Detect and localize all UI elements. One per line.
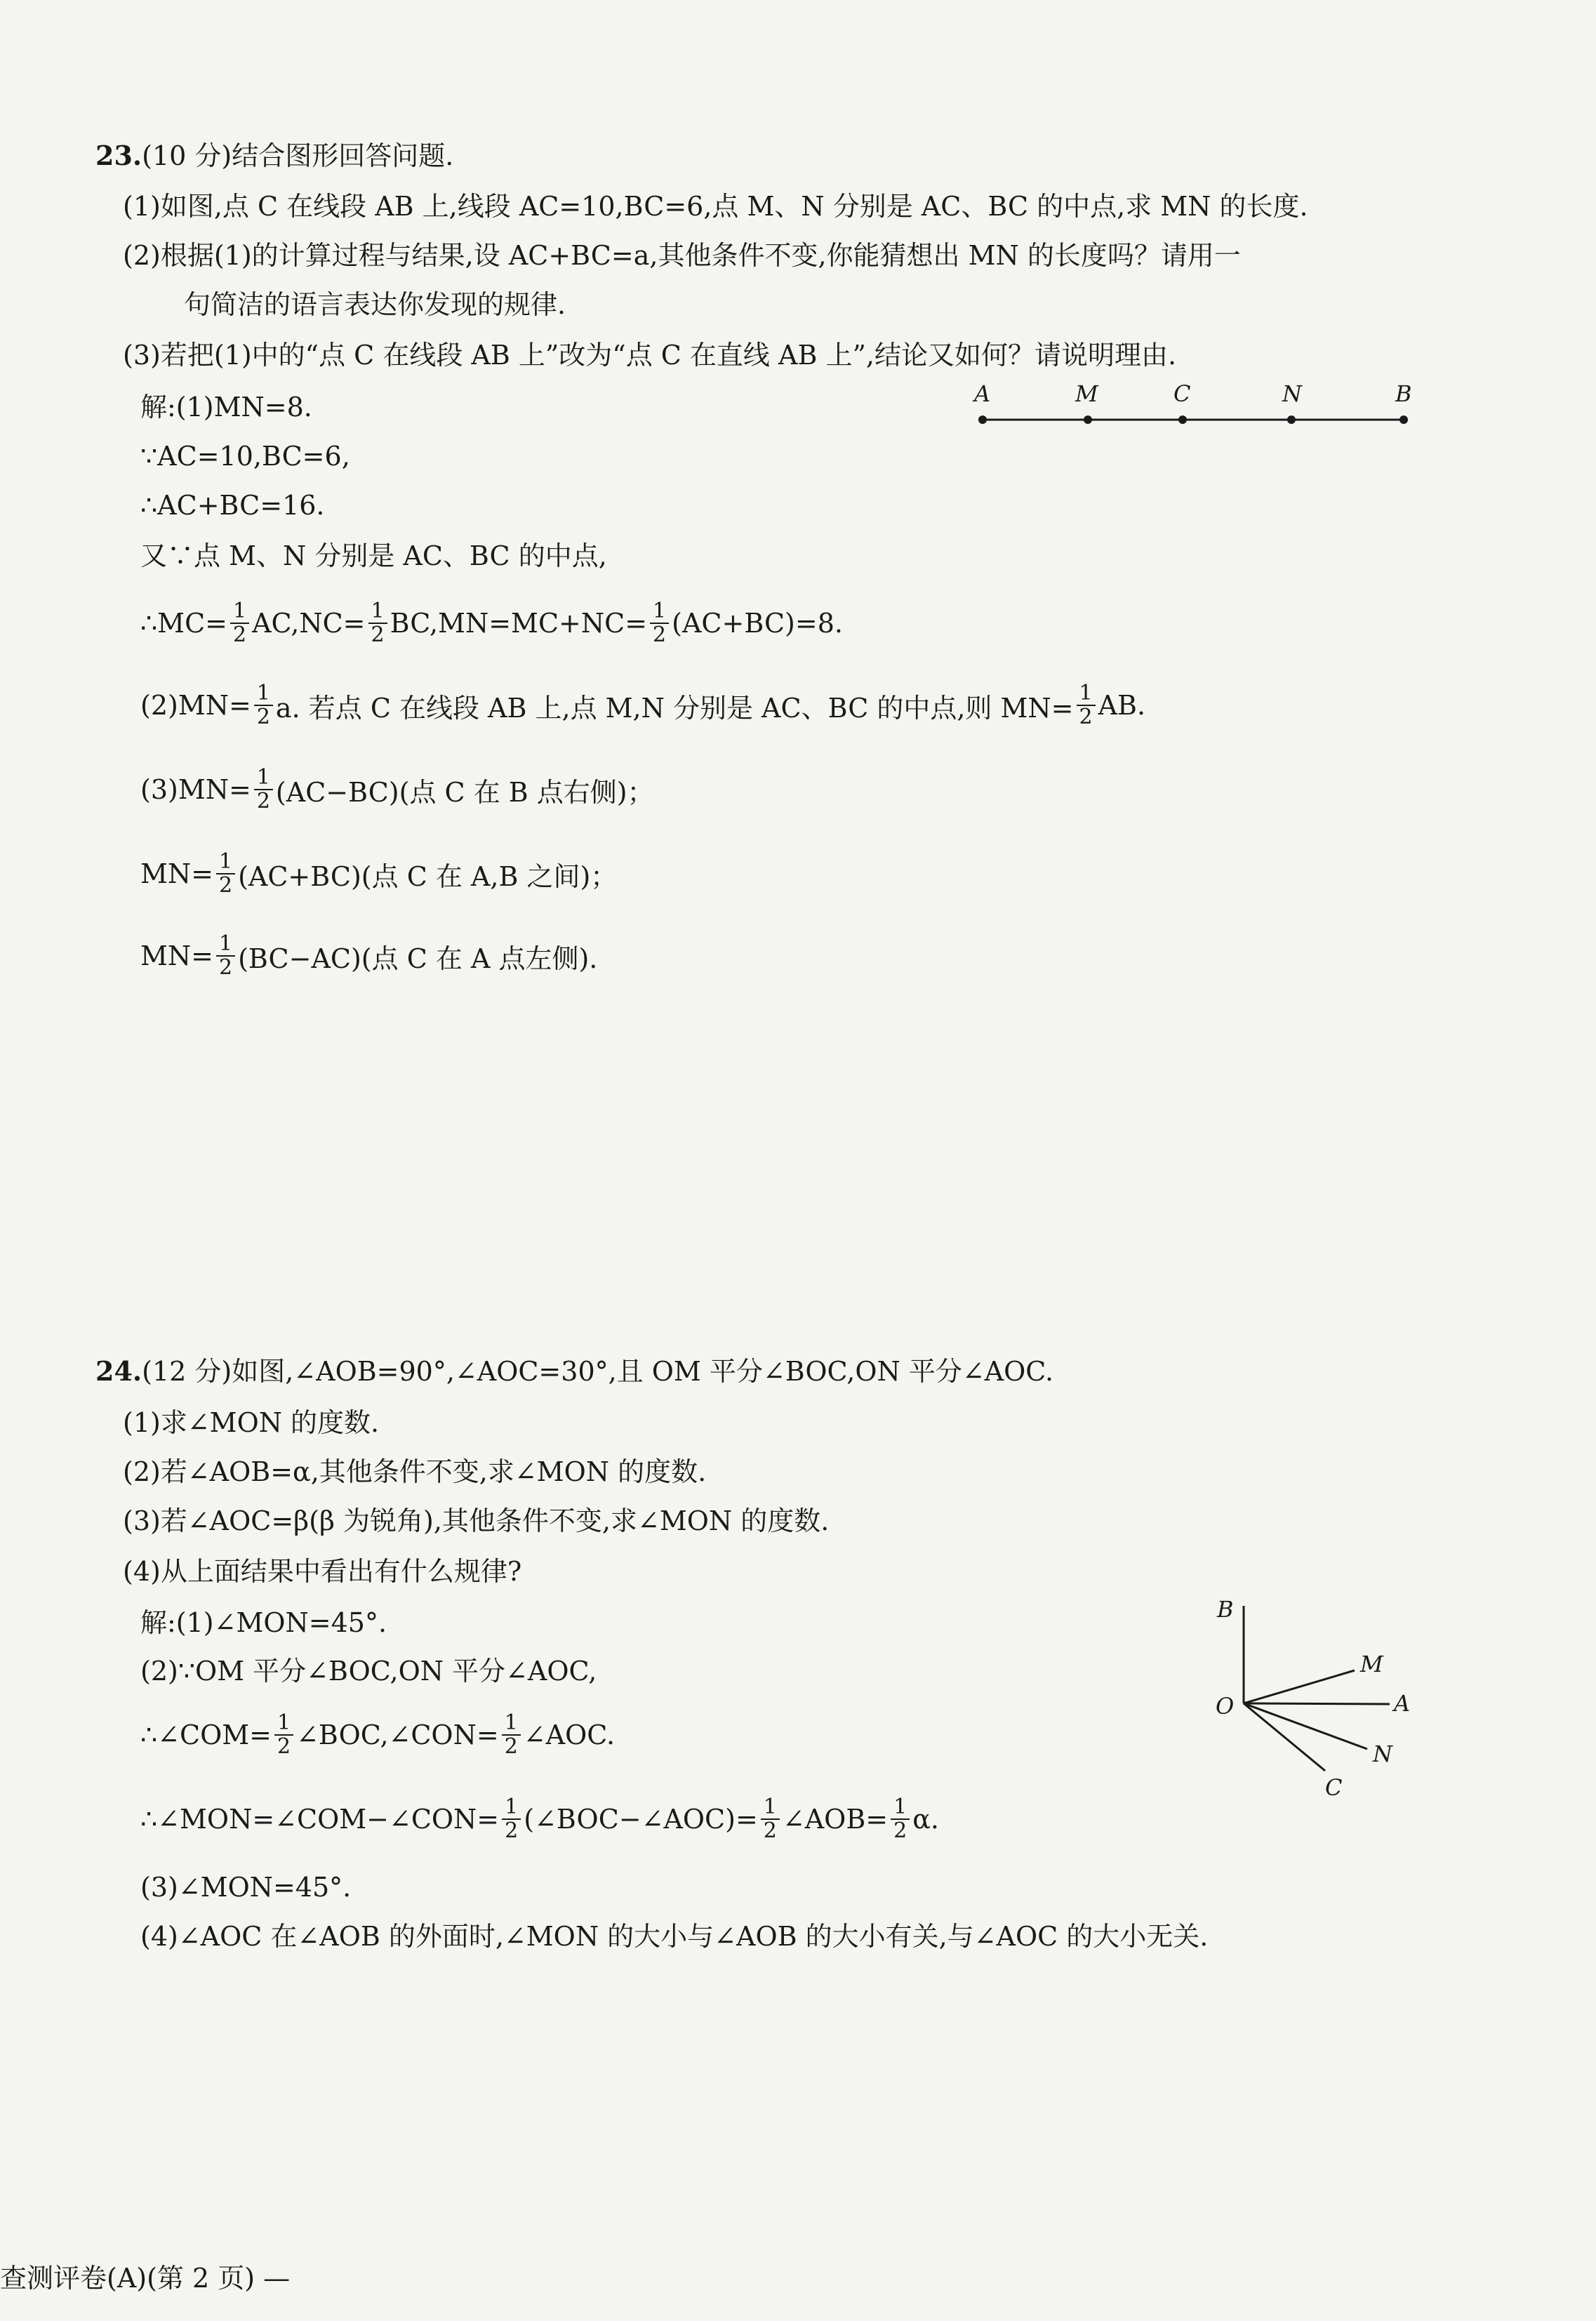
- label-m: M: [1075, 380, 1098, 407]
- fraction: $\frac{1}{2}$: [216, 933, 235, 979]
- fraction: $\frac{1}{2}$: [1077, 682, 1096, 729]
- fraction: $\frac{1}{2}$: [230, 600, 249, 646]
- q23-sol-6: [140, 677, 1145, 733]
- text: ∴∠MON=∠COM−∠CON=: [140, 1804, 500, 1835]
- q23-sol-5: [140, 595, 843, 651]
- page-footer: 查测评卷(A)(第 2 页) —: [0, 2263, 291, 2294]
- ray-oc: [1244, 1703, 1325, 1771]
- text: ∠AOB=: [782, 1804, 889, 1835]
- q24-sol-2: (2)∵OM 平分∠BOC,ON 平分∠AOC,: [140, 1656, 597, 1687]
- q24-part1: (1)求∠MON 的度数.: [123, 1407, 380, 1438]
- ray-on: [1244, 1703, 1367, 1749]
- point-b: [1399, 415, 1408, 424]
- q24-sol-5: (3)∠MON=45°.: [140, 1872, 352, 1903]
- fraction: $\frac{1}{2}$: [216, 851, 235, 897]
- q24-intro: (12 分)如图,∠AOB=90°,∠AOC=30°,且 OM 平分∠BOC,ON 平分∠AOC.: [142, 1356, 1054, 1387]
- q23-part2-line1: (2)根据(1)的计算过程与结果,设 AC+BC=a,其他条件不变,你能猜想出 MN 的长度吗？请用一: [123, 240, 1241, 271]
- fraction: $\frac{1}{2}$: [254, 766, 273, 813]
- q23-title: [95, 139, 453, 173]
- fraction: $\frac{1}{2}$: [502, 1796, 521, 1842]
- q23-sol-1: 解:(1)MN=8.: [140, 392, 312, 423]
- text: (AC+BC)=8.: [672, 608, 843, 639]
- text: (AC+BC)(点 C 在 A,B 之间)；: [238, 860, 618, 892]
- q23-segment-figure: [962, 379, 1425, 435]
- q23-number: 23.: [95, 140, 142, 171]
- text: α.: [912, 1804, 939, 1835]
- point-c: [1178, 415, 1187, 424]
- fraction: $\frac{1}{2}$: [274, 1712, 293, 1758]
- text: MN=: [140, 940, 213, 971]
- text: MN=: [140, 858, 213, 889]
- text: (2)MN=: [140, 690, 251, 721]
- q23-part3: (3)若把(1)中的“点 C 在线段 AB 上”改为“点 C 在直线 AB 上”,结论又如何？请说明理由.: [123, 340, 1177, 371]
- q24-part4: (4)从上面结果中看出有什么规律?: [123, 1556, 522, 1587]
- text: AC,NC=: [252, 608, 366, 639]
- text: a. 若点 C 在线段 AB 上,点 M,N 分别是 AC、BC 的中点,则 MN=: [275, 692, 1074, 724]
- q23-sol-3: ∴AC+BC=16.: [140, 490, 325, 521]
- q24-title: [95, 1355, 1053, 1388]
- text: ∴∠COM=: [140, 1720, 272, 1750]
- q23-intro: (10 分)结合图形回答问题.: [142, 140, 454, 171]
- label-a: A: [974, 380, 991, 407]
- q24-sol-4: [140, 1791, 939, 1847]
- label-c: C: [1325, 1774, 1343, 1801]
- text: BC,MN=MC+NC=: [390, 608, 648, 639]
- q23-part2-line2: 句简洁的语言表达你发现的规律.: [184, 289, 566, 320]
- fraction: $\frac{1}{2}$: [368, 600, 387, 646]
- q23-sol-9: [140, 928, 597, 984]
- label-m: M: [1360, 1651, 1383, 1677]
- fraction: $\frac{1}{2}$: [891, 1796, 910, 1842]
- fraction: $\frac{1}{2}$: [650, 600, 669, 646]
- q23-sol-4: 又∵点 M、N 分别是 AC、BC 的中点,: [140, 540, 607, 571]
- point-m: [1084, 415, 1092, 424]
- label-n: N: [1373, 1741, 1392, 1767]
- q24-number: 24.: [95, 1355, 142, 1387]
- q24-sol-3: [140, 1707, 615, 1763]
- label-o: O: [1216, 1693, 1235, 1720]
- point-n: [1287, 415, 1296, 424]
- text: AB.: [1098, 690, 1146, 721]
- text: (3)MN=: [140, 774, 251, 805]
- point-a: [978, 415, 987, 424]
- q24-angle-figure: [1207, 1593, 1432, 1804]
- q24-part3: (3)若∠AOC=β(β 为锐角),其他条件不变,求∠MON 的度数.: [123, 1505, 830, 1536]
- ray-oa: [1244, 1703, 1390, 1704]
- text: (AC−BC)(点 C 在 B 点右侧)；: [275, 776, 654, 808]
- fraction: $\frac{1}{2}$: [254, 682, 273, 729]
- q24-part2: (2)若∠AOB=α,其他条件不变,求∠MON 的度数.: [123, 1456, 707, 1487]
- text: ∠AOC.: [523, 1720, 616, 1750]
- text: ∴MC=: [140, 608, 228, 639]
- text: (BC−AC)(点 C 在 A 点左侧).: [238, 943, 598, 974]
- q23-sol-7: [140, 762, 654, 818]
- q23-sol-2: ∵AC=10,BC=6,: [140, 441, 350, 472]
- label-b: B: [1395, 380, 1412, 407]
- fraction: $\frac{1}{2}$: [761, 1796, 780, 1842]
- text: ∠BOC,∠CON=: [296, 1720, 499, 1750]
- q24-sol-6: (4)∠AOC 在∠AOB 的外面时,∠MON 的大小与∠AOB 的大小有关,与∠AOC 的大小无关.: [140, 1921, 1209, 1952]
- q23-sol-8: [140, 846, 617, 902]
- q24-sol-1: 解:(1)∠MON=45°.: [140, 1607, 387, 1638]
- q23-part1: (1)如图,点 C 在线段 AB 上,线段 AC=10,BC=6,点 M、N 分别是 AC、BC 的中点,求 MN 的长度.: [123, 191, 1308, 222]
- label-a: A: [1394, 1690, 1411, 1717]
- label-b: B: [1217, 1596, 1234, 1623]
- text: (∠BOC−∠AOC)=: [524, 1804, 758, 1835]
- label-n: N: [1282, 380, 1302, 407]
- ray-om: [1244, 1670, 1355, 1703]
- label-c: C: [1173, 380, 1191, 407]
- fraction: $\frac{1}{2}$: [502, 1712, 521, 1758]
